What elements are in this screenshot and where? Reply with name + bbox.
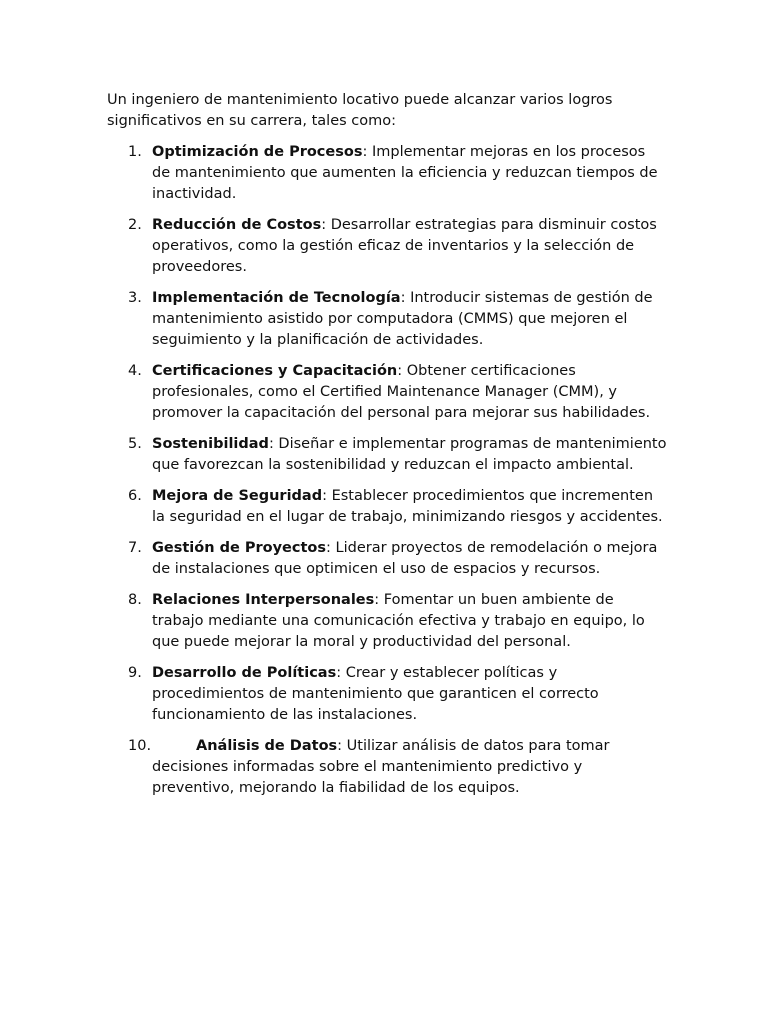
list-item-text: : Desarrollar estrategias para disminuir costos operativos, como la gestión eficaz de inventarios y la selección de proveedores. — [152, 217, 657, 275]
list-item-number: 9. — [128, 665, 142, 681]
list-item — [107, 538, 667, 580]
list-item-number: 10. — [128, 738, 152, 754]
list-item — [107, 486, 667, 528]
list-item-text: : Introducir sistemas de gestión de mantenimiento asistido por computadora (CMMS) que mejoren el seguimiento y la planificación de actividades. — [152, 290, 653, 348]
list-item-term: Relaciones Interpersonales — [152, 592, 375, 608]
list-item-number: 7. — [128, 540, 142, 556]
list-item-number: 2. — [128, 217, 142, 233]
list-item — [107, 434, 667, 476]
list-item — [107, 361, 667, 424]
list-item-term: Certificaciones y Capacitación — [152, 363, 398, 379]
list-item-term: Reducción de Costos — [152, 217, 322, 233]
list-item-text: : Utilizar análisis de datos para tomar decisiones informadas sobre el mantenimiento predictivo y preventivo, mejorando la fiabilidad de los equipos. — [152, 738, 610, 796]
list-item-text: : Liderar proyectos de remodelación o mejora de instalaciones que optimicen el uso de espacios y recursos. — [152, 540, 658, 577]
list-item-text: : Diseñar e implementar programas de mantenimiento que favorezcan la sostenibilidad y reduzcan el impacto ambiental. — [152, 436, 667, 473]
list-item-term: Sostenibilidad — [152, 436, 269, 452]
intro-paragraph: Un ingeniero de mantenimiento locativo puede alcanzar varios logros significativos en su carrera, tales como: — [107, 92, 613, 129]
list-item-term: Desarrollo de Políticas — [152, 665, 337, 681]
list-item-text: : Establecer procedimientos que incrementen la seguridad en el lugar de trabajo, minimizando riesgos y accidentes. — [152, 488, 663, 525]
list-item-number: 4. — [128, 363, 142, 379]
list-item — [107, 142, 667, 205]
list-item-text: : Implementar mejoras en los procesos de mantenimiento que aumenten la eficiencia y reduzcan tiempos de inactividad. — [152, 144, 658, 202]
list-item-number: 6. — [128, 488, 142, 504]
list-item-number: 3. — [128, 290, 142, 306]
list-item-term: Mejora de Seguridad — [152, 488, 323, 504]
list-item-term: Implementación de Tecnología — [152, 290, 401, 306]
list-item-text: : Crear y establecer políticas y procedimientos de mantenimiento que garanticen el correcto funcionamiento de las instalaciones. — [152, 665, 599, 723]
list-item-term: Optimización de Procesos — [152, 144, 363, 160]
list-item-number: 1. — [128, 144, 142, 160]
list-item-number: 8. — [128, 592, 142, 608]
list-item — [107, 590, 667, 653]
list-item — [107, 736, 667, 799]
list-item — [107, 215, 667, 278]
document-body — [107, 90, 667, 809]
list-item-term: Análisis de Datos — [196, 738, 338, 754]
list-item — [107, 663, 667, 726]
list-item-text: : Obtener certificaciones profesionales, como el Certified Maintenance Manager (CMM), y promover la capacitación del personal para mejorar sus habilidades. — [152, 363, 651, 421]
list-item-text: : Fomentar un buen ambiente de trabajo mediante una comunicación efectiva y trabajo en equipo, lo que puede mejorar la moral y productividad del personal. — [152, 592, 645, 650]
list-item-term: Gestión de Proyectos — [152, 540, 327, 556]
list-item — [107, 288, 667, 351]
list-item-number: 5. — [128, 436, 142, 452]
